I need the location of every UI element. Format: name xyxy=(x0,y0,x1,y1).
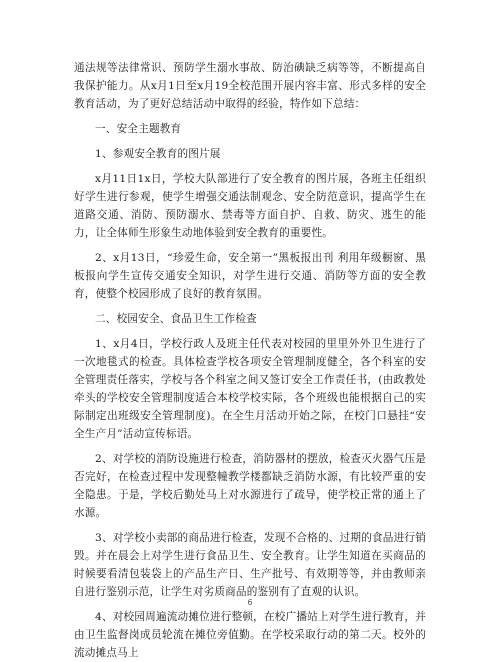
paragraph-photo-exhibit: x月11日1x日，学校大队部进行了安全教育的图片展，各班主任组织好学生进行参观，使学生增强交通法制观念、安全防范意识，提高学生在道路交通、消防、预防溺水、禁毒等方面自护、自救、防灾、逃生的能力，让全体师生形象生动地体验到安全教育的重要性。 xyxy=(74,173,426,239)
document-body xyxy=(74,59,426,662)
paragraph-inspection-1: 1、x月4日，学校行政人及班主任代表对校园的里里外外卫生进行了一次地毯式的检查。具体检查学校各项安全管理制度健全，各个科室的安全管理责任落实，学校与各个科室之间又签订安全工作责任书，(由政教处牵头的学校安全管理制度适合本校学校实际，各个班级也能根据自己的实际制定出班级安全管理制度)。在全生月活动开始之际，在校门口悬挂“安全生产月”活动宣传标语。 xyxy=(74,338,426,440)
paragraph-blackboard: 2、x月13日，“珍爱生命，安全第一”黑板报出刊 利用年级橱窗、黑板报向学生宣传交通安全知识，对学生进行交通、消防等方面的安全教育，使整个校园形成了良好的教育氛围。 xyxy=(74,252,426,300)
paragraph-inspection-2: 2、对学校的消防设施进行检查，消防器材的摆放，检查灭火器气压是否完好，在检查过程中发现整幢教学楼都缺乏消防水源，有比较严重的安全隐患。于是，学校后勤处马上对水源进行了疏导，使学校正常的通上了水源。 xyxy=(74,453,426,519)
subsection-heading-1: 1、参观安全教育的图片展 xyxy=(95,148,221,160)
section-heading-1: 一、安全主题教育 xyxy=(95,123,182,135)
section-heading-2: 二、校园安全、食品卫生工作检查 xyxy=(95,313,257,325)
paragraph-inspection-4: 4、对校园周遍流动摊位进行整顿，在校广播站上对学生进行教育，并由卫生监督岗成员轮流在摊位旁值勤。在学校采取行动的第二天。校外的流动摊点马上 xyxy=(74,611,426,659)
paragraph-intro: 通法规等法律常识、预防学生溺水事故、防治碘缺乏病等等，不断提高自我保护能力。从x月1日至x月19全校范围开展内容丰富、形式多样的安全教育活动，为了更好总结活动中取得的经验，特作如下总结： xyxy=(74,62,426,110)
page-number: 6 xyxy=(247,598,253,607)
paragraph-inspection-3: 3、对学校小卖部的商品进行检查，发现不合格的、过期的食品进行销毁。并在晨会上对学生进行食品卫生、安全教育。让学生知道在买商品的时候要看清包装袋上的产品生产日、生产批号、有效期等等，并由教师亲自进行鉴别示范，让学生对劣质商品的鉴别有了直观的认识。 xyxy=(74,532,426,598)
